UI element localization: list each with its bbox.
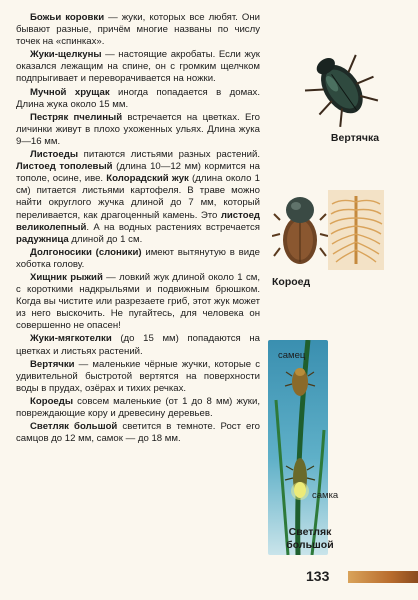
paragraph-rove-beetle	[16, 272, 260, 332]
firefly-illustration	[268, 340, 328, 555]
paragraph-ladybugs	[16, 12, 260, 48]
term-rainbow-beetle: радужница	[16, 233, 69, 245]
paragraph-text: (длина около 1 см) питается листьями картофеля. В траве можно найти округлого жучка длиной до 7 мм, который переливается, как драгоценный камень. Это	[16, 173, 260, 221]
paragraph-text: (до 15 мм) попадаются на цветках и листьях растений.	[16, 333, 260, 357]
term-colorado-beetle: Колорадский жук	[106, 173, 189, 185]
paragraph-text: светится в темноте. Рост его самцов до 12 мм, самок — до 18 мм.	[16, 421, 260, 445]
term-click-beetles: Жуки-щелкуны	[30, 49, 102, 61]
term-soldier-beetles: Жуки-мягкотелки	[30, 333, 112, 345]
paragraph-text: совсем маленькие (от 1 до 8 мм) жуки, повреждающие кору и древесину деревьев.	[16, 395, 260, 419]
paragraph-bee-beetle	[16, 112, 260, 148]
label-female: самка	[312, 490, 339, 501]
bark-beetle-illustration	[272, 190, 328, 268]
paragraph-text: — жуки, которых все любят. Они бывают разные, причём многие названы по числу точек на «спинках».	[16, 12, 260, 48]
term-leaf-beetles: Листоеды	[30, 149, 79, 161]
paragraph-text: имеют вытянутую в виде хоботка голову.	[16, 246, 260, 270]
paragraph-text: . А на водных растениях встречается	[86, 221, 260, 233]
paragraph-text: питаются листьями разных растений.	[78, 149, 260, 161]
label-male: самец	[278, 350, 306, 361]
whirligig-beetle-illustration	[294, 40, 384, 130]
page-number-area	[300, 568, 418, 586]
page-number: 133	[306, 568, 330, 584]
paragraph-text: встречается на цветках. Его личинки живут в плохо ухоженных ульях. Длина жука 9—16 мм.	[16, 111, 260, 147]
caption-firefly-line1: Светляк	[288, 526, 332, 538]
caption-firefly-line2: большой	[286, 539, 334, 551]
paragraph-weevils	[16, 247, 260, 271]
term-weevils: Долгоносики (слоники)	[30, 246, 142, 258]
bark-gallery-illustration	[328, 190, 384, 270]
paragraph-leaf-beetles	[16, 149, 260, 246]
paragraph-text: — маленькие чёрные жучки, которые с удивительной быстротой вертятся на поверхности воды в прудах, озёрах и тихих речках.	[16, 358, 260, 394]
term-bee-beetle: Пестряк пчелиный	[30, 111, 123, 123]
paragraph-soldier-beetles	[16, 333, 260, 357]
term-magnificent-leaf-beetle: листоед великолепный	[16, 209, 260, 233]
term-poplar-leaf-beetle: Листоед тополевый	[16, 161, 113, 173]
paragraph-text: длиной до 1 см.	[68, 233, 143, 245]
paragraph-text: (длина 10—12 мм) кормится на тополе, осине, иве.	[16, 161, 260, 185]
paragraph-text: — настоящие акробаты. Если жук оказался лежащим на спине, он с громким щелчком подпрыгивает и переворачивается на ножки.	[16, 49, 260, 85]
term-ladybugs: Божьи коровки	[30, 12, 105, 23]
paragraph-text: — ловкий жук длиной около 1 см, с короткими надкрыльями и подвижным брюшком. Когда вы чистите или разрезаете гриб, этот жук может из него выскочить. Не пугайтесь, для человека он совершенно не опасен!	[16, 271, 260, 332]
text-column	[16, 12, 260, 446]
term-whirligigs: Вертячки	[30, 358, 75, 370]
paragraph-bark-beetles	[16, 396, 260, 420]
paragraph-whirligigs	[16, 359, 260, 395]
paragraph-firefly	[16, 421, 260, 445]
caption-bark-beetle: Короед	[272, 276, 311, 288]
term-firefly: Светляк большой	[30, 421, 118, 433]
page-accent-bar	[348, 571, 418, 583]
caption-whirligig: Вертячка	[330, 132, 380, 144]
paragraph-click-beetles	[16, 49, 260, 85]
term-mealworm: Мучной хрущак	[30, 86, 110, 98]
term-bark-beetles: Короеды	[30, 395, 74, 407]
paragraph-text: иногда попадается в домах. Длина жука около 15 мм.	[16, 86, 260, 110]
paragraph-mealworm	[16, 87, 260, 111]
term-rove-beetle: Хищник рыжий	[30, 271, 103, 283]
